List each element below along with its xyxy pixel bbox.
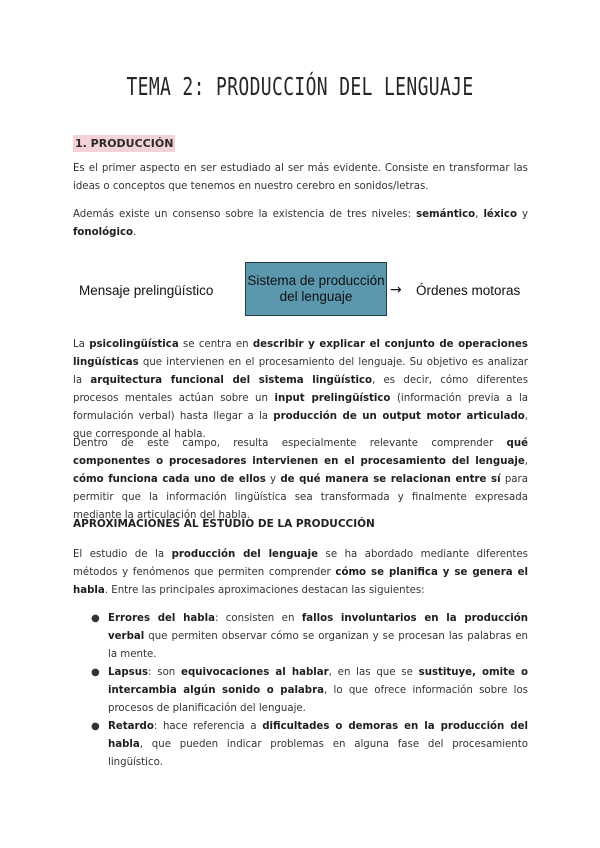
bold-text: de qué manera se relacionan entre sí <box>280 474 501 485</box>
bold-text: fonológico <box>73 227 133 238</box>
text-run: se ha abordado mediante diferentes métodos y fenómenos que permiten comprender <box>73 549 528 578</box>
text-run: : hace referencia a <box>153 721 263 732</box>
approaches-heading: APROXIMACIONES AL ESTUDIO DE LA PRODUCCIÓN <box>73 518 375 530</box>
bold-text: arquitectura funcional del sistema lingüístico <box>90 375 372 386</box>
psycholinguistics-paragraph <box>73 336 528 444</box>
bold-text: psicolingüística <box>89 339 179 350</box>
diagram-arrow-icon: → <box>390 282 402 298</box>
text-run: . Entre las principales aproximaciones destacan las siguientes: <box>104 585 425 596</box>
text-run: que intervienen en el procesamiento del lenguaje. Su objetivo es analizar la <box>73 357 528 386</box>
section-heading-produccion: 1. PRODUCCIÓN <box>75 137 174 150</box>
text-run: : son <box>148 667 182 678</box>
text-run: , en las que se <box>328 667 419 678</box>
bold-text: léxico <box>483 209 517 220</box>
text-run: El estudio de la <box>73 549 172 560</box>
diagram-production-box <box>245 262 387 316</box>
components-paragraph <box>73 435 528 525</box>
bold-text: sustituye, omite o intercambia algún sonido o palabra <box>108 667 529 696</box>
text-run: se centra en <box>178 339 253 350</box>
text-run: y <box>265 474 281 485</box>
text-run: (información previa a la formulación verbal) hasta llegar a la <box>73 393 529 422</box>
bold-text: producción del lenguaje <box>171 549 319 560</box>
bullet-icon: ● <box>91 667 100 678</box>
intro-paragraph: Es el primer aspecto en ser estudiado al ser más evidente. Consiste en transformar las ideas o conceptos que tenemos en nuestro cerebro en sonidos/letras. <box>73 163 528 192</box>
bold-text: qué componentes o procesadores intervienen en el procesamiento del lenguaje <box>73 438 528 467</box>
text-run: , lo que ofrece información sobre los procesos de planificación del lenguaje. <box>108 685 528 714</box>
bold-text: Lapsus <box>108 667 149 678</box>
levels-paragraph <box>73 206 528 242</box>
text-run: , que pueden indicar problemas en alguna fase del procesamiento lingüístico. <box>108 739 528 768</box>
bold-text: cómo se planifica y se genera el habla <box>73 567 528 596</box>
bold-text: cómo funciona cada uno de ellos <box>73 474 266 485</box>
bold-text: dificultades o demoras en la producción del habla <box>108 721 528 750</box>
page-title: TEMA 2: PRODUCCIÓN DEL LENGUAJE <box>126 72 474 101</box>
bold-text: Errores del habla <box>108 613 215 624</box>
text-run: , <box>475 209 484 220</box>
approaches-intro-paragraph <box>73 546 528 600</box>
list-item <box>73 610 528 664</box>
diagram-input-label: Mensaje prelingüístico <box>79 283 214 298</box>
text-run: : consisten en <box>214 613 302 624</box>
diagram-box-line2: del lenguaje <box>279 289 353 304</box>
bold-text: semántico <box>416 209 476 220</box>
list-item-text <box>108 613 528 660</box>
text-run: , es decir, cómo diferentes procesos mentales actúan sobre un <box>73 375 529 404</box>
bold-text: Retardo <box>108 721 154 732</box>
bold-text: fallos involuntarios en la producción verbal <box>108 613 529 642</box>
list-item-text <box>108 721 528 768</box>
text-run: . <box>133 227 137 238</box>
list-item-text <box>108 667 528 714</box>
bold-text: describir y explicar el conjunto de operaciones lingüísticas <box>73 339 528 368</box>
text-run: , que corresponde al habla. <box>73 411 528 440</box>
text-run: Además existe un consenso sobre la existencia de tres niveles: <box>73 209 417 220</box>
text-run: que permiten observar cómo se organizan y se procesan las palabras en la mente. <box>108 631 528 660</box>
bold-text: equivocaciones al hablar <box>181 667 329 678</box>
diagram-output-label: Órdenes motoras <box>416 283 521 298</box>
text-run: La <box>73 339 90 350</box>
text-run: , <box>524 456 528 467</box>
list-item <box>73 718 528 772</box>
list-item <box>73 664 528 718</box>
approaches-list <box>73 610 528 772</box>
bullet-icon: ● <box>91 721 100 732</box>
text-run: para permitir que la información lingüística sea transformada y finalmente expresada mediante la articulación del habla. <box>73 474 528 521</box>
text-run: y <box>516 209 528 220</box>
bullet-icon: ● <box>91 613 100 624</box>
diagram-box-line1: Sistema de producción <box>247 273 385 288</box>
bold-text: producción de un output motor articulado <box>273 411 525 422</box>
bold-text: input prelingüístico <box>274 393 391 404</box>
text-run: Dentro de este campo, resulta especialmente relevante comprender <box>73 438 507 449</box>
